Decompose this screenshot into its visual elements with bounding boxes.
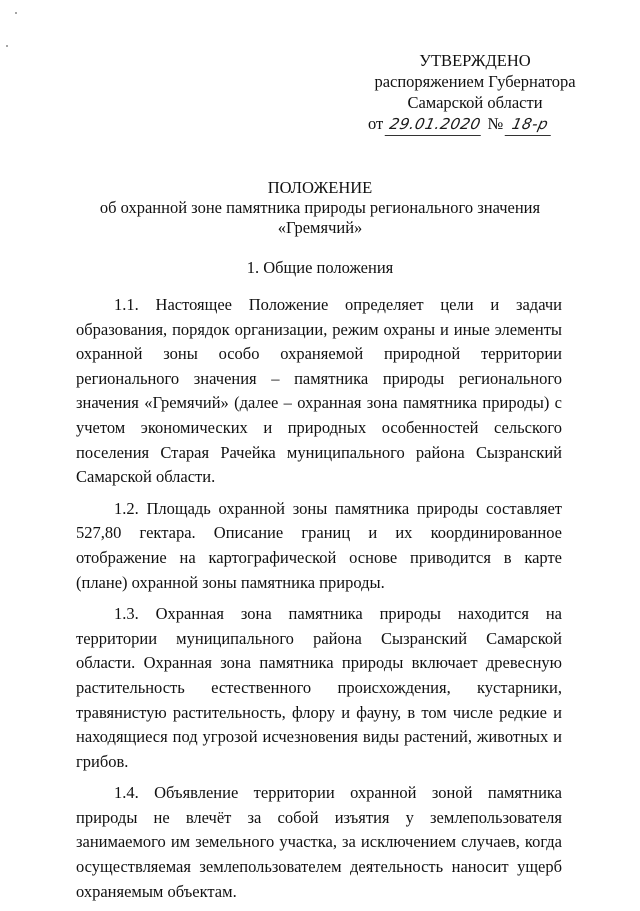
title-line-2: «Гремячий» <box>277 218 363 237</box>
number-prefix: № <box>487 114 504 133</box>
date-prefix: от <box>368 114 384 133</box>
approval-date-line <box>360 113 590 136</box>
body-text <box>76 293 562 911</box>
approval-block <box>360 50 590 136</box>
handwritten-date: 29.01.2020 <box>385 114 486 136</box>
title-line-1: об охранной зоне памятника природы регионального значения <box>99 198 541 217</box>
handwritten-number: 18-р <box>505 114 556 136</box>
section-heading: 1. Общие положения <box>246 258 394 277</box>
paragraph-1-3: 1.3. Охранная зона памятника природы находится на территории муниципального района Сызранский Самарской области. Охранная зона памятника природы включает древесную растительность естественного происхождения, кустарники, травянистую растительность, флору и фауну, в том числе редкие и находящиеся под угрозой исчезновения виды растений, животных и грибов. <box>76 604 562 771</box>
approval-line-1: распоряжением Губернатора <box>374 72 576 91</box>
scan-speck <box>6 45 8 47</box>
paragraph-1-2: 1.2. Площадь охранной зоны памятника природы составляет 527,80 гектара. Описание границ и их координированное отображение на картографической основе приводится в карте (плане) охранной зоны памятника природы. <box>76 498 562 592</box>
title-heading: ПОЛОЖЕНИЕ <box>267 178 373 197</box>
document-title <box>60 178 580 238</box>
paragraph-1-4: 1.4. Объявление территории охранной зоной памятника природы не влечёт за собой изъятия у землепользователя занимаемого им земельного участка, за исключением случаев, когда осуществляемая землепользователем деятельность наносит ущерб охраняемым объектам. <box>76 783 562 901</box>
paragraph-1-1: 1.1. Настоящее Положение определяет цели и задачи образования, порядок организации, режим охраны и иные элементы охранной зоны особо охраняемой природной территории регионального значения – памятника природы регионального значения «Гремячий» (далее – охранная зона памятника природы) с учетом экономических и природных особенностей сельского поселения Старая Рачейка муниципального района Сызранский Самарской области. <box>76 295 562 487</box>
approval-heading: УТВЕРЖДЕНО <box>419 51 531 70</box>
scan-speck <box>15 12 17 14</box>
approval-line-2: Самарской области <box>407 93 543 112</box>
